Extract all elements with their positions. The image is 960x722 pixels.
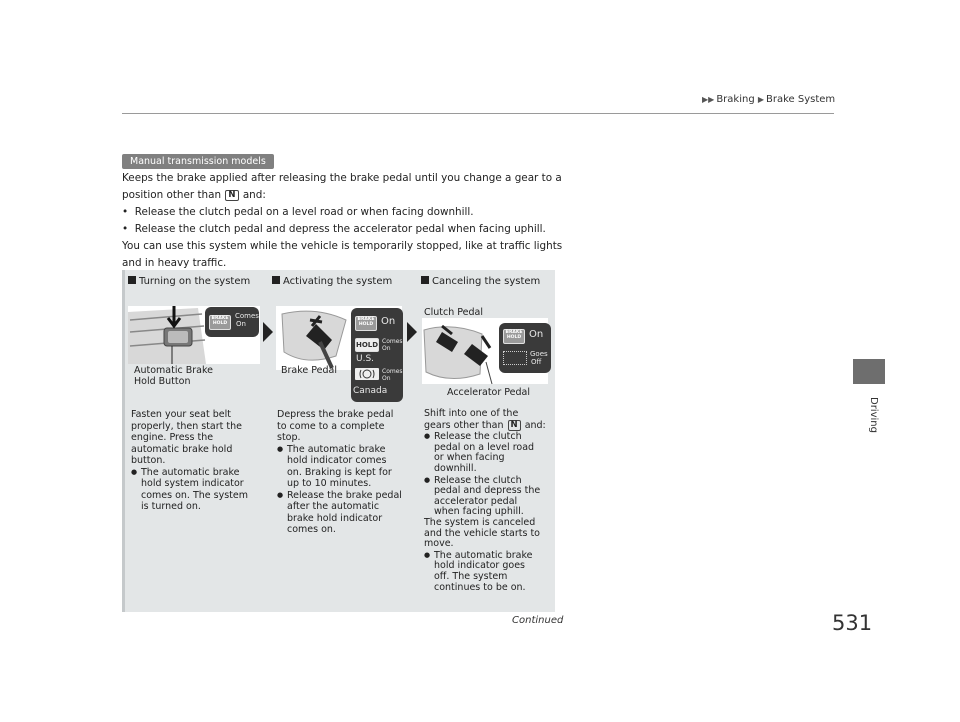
step-line: continues to be on. <box>434 581 526 593</box>
step-line: on. Braking is kept for <box>287 466 392 478</box>
step-line: and the vehicle starts to <box>424 527 540 539</box>
indicator-on: On <box>382 345 391 352</box>
gear-n-key-icon: N <box>225 190 238 201</box>
breadcrumb-arrow-icon: ▶ <box>757 95 765 104</box>
callout-brake-pedal: Brake Pedal <box>281 365 337 376</box>
brake-hold-icon <box>209 315 231 330</box>
intro-bullet: • Release the clutch pedal on a level road or when facing downhill. <box>122 206 474 218</box>
continued-label: Continued <box>512 615 564 626</box>
step-line: when facing uphill. <box>434 506 524 518</box>
indicator-comes: Comes <box>382 338 403 345</box>
indicator-goes: Goes <box>530 350 548 358</box>
step-line: Depress the brake pedal <box>277 409 394 420</box>
indicator-on: On <box>382 375 391 382</box>
intro-line: Keeps the brake applied after releasing the brake pedal until you change a gear to a <box>122 172 562 184</box>
indicator-on: On <box>236 320 246 328</box>
step-bullet-text: Release the brake pedal <box>287 489 402 501</box>
model-badge: Manual transmission models <box>122 154 274 169</box>
step-line: hold indicator goes <box>434 560 525 572</box>
indicator-comes: Comes <box>235 312 259 320</box>
activating-indicators <box>351 308 403 402</box>
step-bullet-text: The automatic brake <box>141 466 240 478</box>
step-line: button. <box>131 455 166 466</box>
callout-accelerator-pedal: Accelerator Pedal <box>447 387 531 398</box>
indicator-text: HOLD <box>506 335 522 340</box>
step-line: brake hold indicator <box>287 512 383 524</box>
step-line: stop. <box>277 432 301 443</box>
breadcrumb-arrow-icon: ▶▶ <box>702 95 715 104</box>
next-step-arrow-icon <box>407 322 417 342</box>
step-bullet-text: Release the clutch <box>434 431 522 443</box>
step-line: is turned on. <box>141 501 201 512</box>
indicator-off: Off <box>531 358 542 366</box>
page-number: 531 <box>832 611 873 635</box>
chapter-tab <box>853 359 885 384</box>
step-line: Shift into one of the <box>424 408 519 419</box>
step-line: Fasten your seat belt <box>131 409 231 420</box>
step-line: up to 10 minutes. <box>287 478 372 489</box>
step-line: off. The system <box>434 570 508 582</box>
square-bullet-icon <box>421 276 429 284</box>
step-line: comes on. The system <box>141 489 249 501</box>
intro-text-span: position other than <box>122 189 222 201</box>
hold-off-placeholder <box>503 351 527 365</box>
square-bullet-icon <box>272 276 280 284</box>
intro-text <box>122 170 562 272</box>
step-line <box>424 420 554 432</box>
step-line: downhill. <box>434 462 477 474</box>
step-text-span: gears other than <box>424 419 504 431</box>
canceling-indicators <box>499 323 551 373</box>
indicator-text: BRAKE <box>357 317 375 322</box>
step-line: move. <box>424 538 454 550</box>
intro-line: and in heavy traffic. <box>122 257 227 269</box>
step-line: properly, then start the <box>131 420 242 432</box>
breadcrumb <box>702 94 835 105</box>
col3-heading <box>421 276 540 287</box>
callout-line: Hold Button <box>134 376 191 387</box>
step-bullet-text: The automatic brake <box>287 443 386 455</box>
callout-line: Automatic Brake <box>134 365 213 376</box>
step-bullet <box>277 444 417 456</box>
col1-heading <box>128 276 250 287</box>
next-step-arrow-icon <box>263 322 273 342</box>
indicator-comes: Comes <box>382 368 403 375</box>
col2-heading <box>272 276 392 287</box>
step-line: The system is canceled <box>424 516 536 528</box>
col2-instructions <box>277 409 417 536</box>
step-line: after the automatic <box>287 501 380 512</box>
intro-bullet-text: Release the clutch pedal and depress the accelerator pedal when facing uphill. <box>134 223 546 235</box>
step-line: pedal on a level road <box>434 441 535 453</box>
col3-title: Canceling the system <box>432 276 541 287</box>
breadcrumb-item[interactable]: Braking <box>716 94 755 105</box>
region-canada: Canada <box>353 386 388 396</box>
chapter-label: Driving <box>868 397 879 433</box>
step-line: hold indicator comes <box>287 455 387 466</box>
intro-bullet-text: Release the clutch pedal on a level road or when facing downhill. <box>134 206 474 218</box>
indicator-text: BRAKE <box>505 330 523 335</box>
col1-title: Turning on the system <box>139 276 251 287</box>
step-bullet <box>277 490 417 502</box>
step-line: comes on. <box>287 524 336 535</box>
indicator-text: HOLD <box>358 322 374 327</box>
indicator-on: On <box>529 329 544 340</box>
callout-brake-hold-button <box>134 365 213 387</box>
header-divider <box>122 113 834 114</box>
indicator-on: On <box>381 316 396 327</box>
indicator-text: HOLD <box>212 321 228 326</box>
intro-line <box>122 187 562 204</box>
hold-icon: HOLD <box>355 338 379 352</box>
brake-hold-icon <box>355 316 377 331</box>
step-line: engine. Press the <box>131 432 214 443</box>
brake-hold-icon <box>503 329 525 344</box>
intro-text-span: and: <box>242 189 266 201</box>
step-line: to come to a complete <box>277 420 385 432</box>
intro-bullet: • Release the clutch pedal and depress the accelerator pedal when facing uphill. <box>122 223 546 235</box>
col2-title: Activating the system <box>283 276 393 287</box>
intro-line: You can use this system while the vehicle is temporarily stopped, like at traffic lights <box>122 240 563 252</box>
step-bullet-text: Release the clutch <box>434 474 522 486</box>
callout-clutch-pedal: Clutch Pedal <box>424 307 484 318</box>
step-line: or when facing <box>434 452 505 464</box>
brake-warning-icon <box>355 368 379 380</box>
col1-instructions <box>131 409 263 513</box>
col3-instructions <box>424 409 554 593</box>
step-text-span: and: <box>524 419 546 431</box>
breadcrumb-item[interactable]: Brake System <box>766 94 836 105</box>
step-line: automatic brake hold <box>131 443 233 455</box>
indicator-text: BRAKE <box>211 316 229 321</box>
step-line: accelerator pedal <box>434 495 518 507</box>
step-bullet-text: The automatic brake <box>434 549 533 561</box>
gear-n-key-icon: N <box>508 420 521 431</box>
region-us: U.S. <box>356 354 375 364</box>
square-bullet-icon <box>128 276 136 284</box>
step-bullet <box>131 467 263 479</box>
step-line: pedal and depress the <box>434 485 541 497</box>
step-line: hold system indicator <box>141 478 244 489</box>
brake-hold-indicator-on <box>205 307 259 337</box>
panel-edge <box>122 270 125 612</box>
